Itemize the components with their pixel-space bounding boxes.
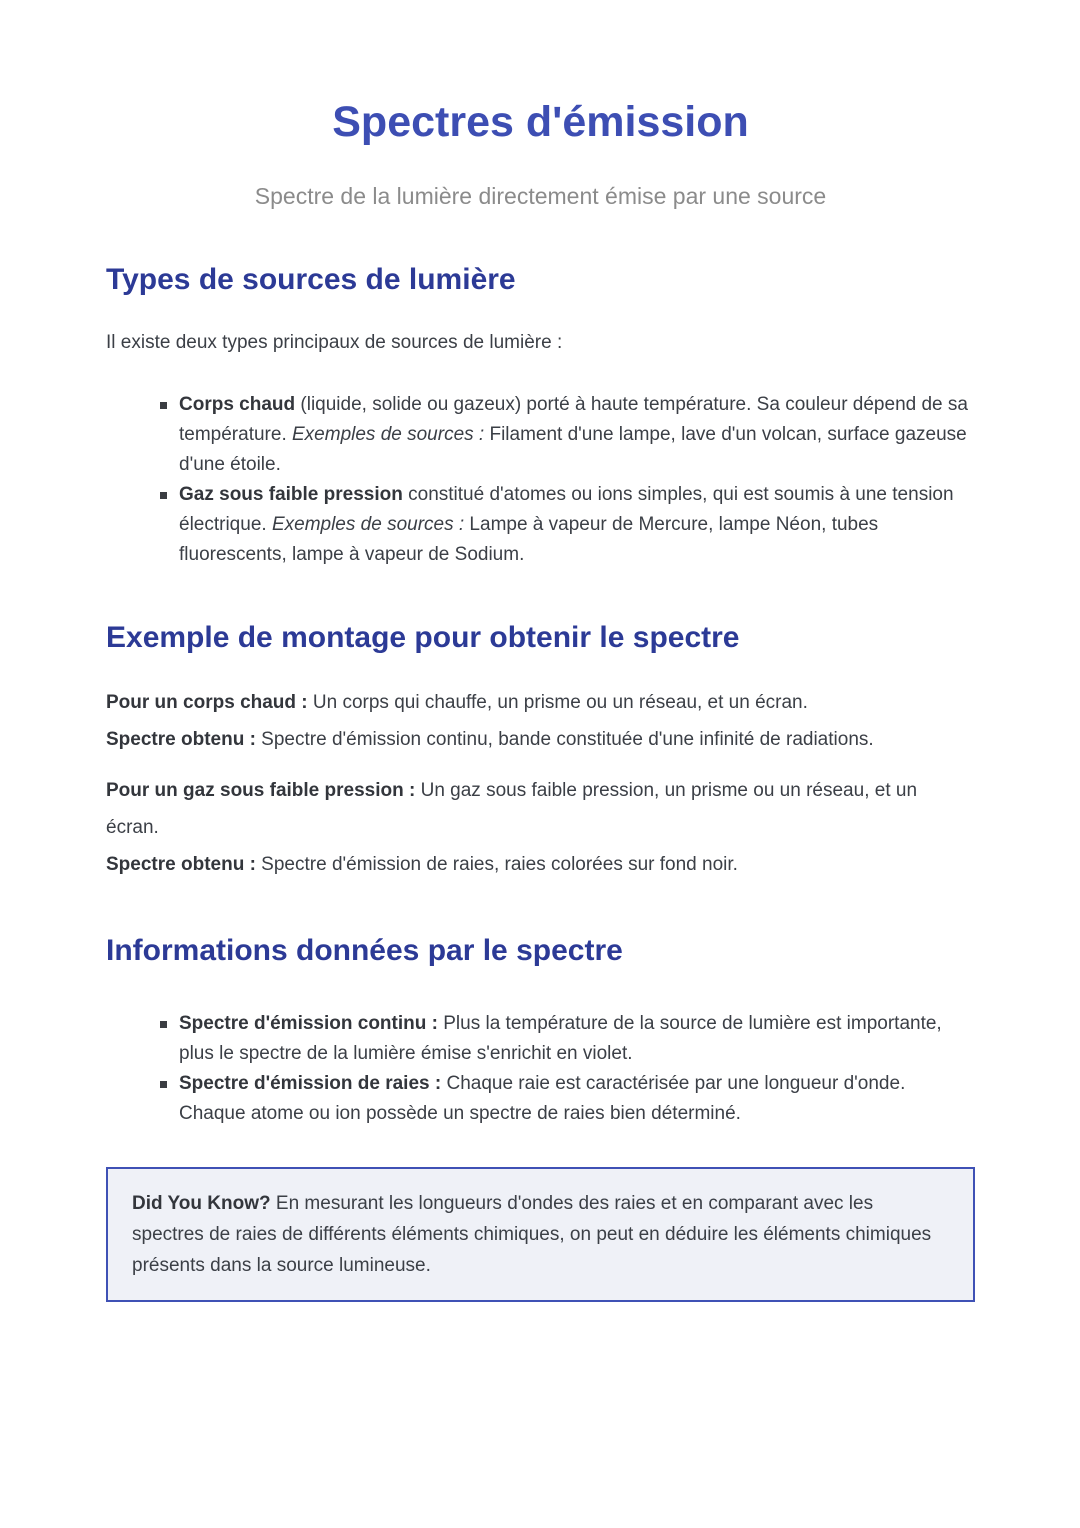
square-bullet-icon — [160, 1021, 167, 1028]
section-heading-montage: Exemple de montage pour obtenir le spectre — [106, 620, 740, 654]
result-text: Spectre d'émission continu, bande constituée d'une infinité de radiations. — [255, 728, 874, 750]
bullet-lead-bold: Spectre d'émission continu : — [179, 1012, 438, 1034]
list-item — [160, 480, 975, 570]
section-intro: Il existe deux types principaux de sources de lumière : — [106, 331, 563, 353]
bullet-lead-bold: Gaz sous faible pression — [179, 483, 403, 505]
bullet-body-text: constitué d'atomes ou ions simples, qui est soumis à une tension électrique. — [179, 483, 954, 535]
bullet-body-text: Filament d'une lampe, lave d'un volcan, surface gazeuse d'une étoile. — [179, 423, 967, 475]
bullet-lead-bold: Corps chaud — [179, 393, 296, 415]
document-header — [106, 96, 975, 212]
page-subtitle: Spectre de la lumière directement émise par une source — [254, 182, 827, 209]
section-types-de-sources — [106, 260, 975, 570]
callout-body-text: En mesurant les longueurs d'ondes des raies et en comparant avec les spectres de raies de différents éléments chimiques, on peut en déduire les éléments chimiques présents dans la source lumineuse. — [132, 1192, 932, 1276]
bullet-body-text: Plus la température de la source de lumière est importante, plus le spectre de la lumière émise s'enrichit en violet. — [179, 1012, 942, 1064]
bullet-italic-text: Exemples de sources : — [292, 423, 485, 445]
result-line — [106, 721, 975, 758]
section-informations-spectre — [106, 931, 975, 1129]
setup-text: Un gaz sous faible pression, un prisme ou un réseau, et un écran. — [106, 779, 918, 838]
setup-label-bold: Pour un corps chaud : — [106, 691, 308, 713]
bullet-body-text: Chaque raie est caractérisée par une longueur d'onde. Chaque atome ou ion possède un spectre de raies bien déterminé. — [179, 1072, 906, 1124]
setup-line — [106, 772, 975, 846]
setup-label-bold: Pour un gaz sous faible pression : — [106, 779, 416, 801]
bullet-lead-bold: Spectre d'émission de raies : — [179, 1072, 442, 1094]
section-heading-types: Types de sources de lumière — [106, 262, 516, 296]
callout-text — [132, 1188, 949, 1281]
square-bullet-icon — [160, 492, 167, 499]
list-item-text — [179, 1069, 975, 1129]
result-label-bold: Spectre obtenu : — [106, 853, 256, 875]
montage-paragraph — [106, 772, 975, 883]
section-heading-informations: Informations données par le spectre — [106, 933, 623, 967]
setup-text: Un corps qui chauffe, un prisme ou un réseau, et un écran. — [307, 691, 808, 713]
result-label-bold: Spectre obtenu : — [106, 728, 256, 750]
did-you-know-callout — [106, 1167, 975, 1302]
list-item — [160, 390, 975, 480]
square-bullet-icon — [160, 1081, 167, 1088]
list-item-text — [179, 1009, 975, 1069]
informations-bullet-list — [106, 1009, 975, 1129]
bullet-body-text: (liquide, solide ou gazeux) porté à haute température. Sa couleur dépend de sa température. — [179, 393, 968, 445]
setup-line — [106, 684, 975, 721]
page-title: Spectres d'émission — [332, 98, 749, 146]
bullet-body-text: Lampe à vapeur de Mercure, lampe Néon, tubes fluorescents, lampe à vapeur de Sodium. — [179, 513, 879, 565]
callout-lead-bold: Did You Know? — [132, 1192, 271, 1214]
sources-bullet-list — [106, 390, 975, 570]
square-bullet-icon — [160, 402, 167, 409]
montage-paragraph — [106, 684, 975, 758]
list-item-text — [179, 390, 975, 480]
result-line — [106, 846, 975, 883]
section-exemple-de-montage — [106, 618, 975, 883]
list-item — [160, 1009, 975, 1069]
list-item-text — [179, 480, 975, 570]
bullet-italic-text: Exemples de sources : — [271, 513, 465, 535]
list-item — [160, 1069, 975, 1129]
result-text: Spectre d'émission de raies, raies colorées sur fond noir. — [255, 853, 738, 875]
